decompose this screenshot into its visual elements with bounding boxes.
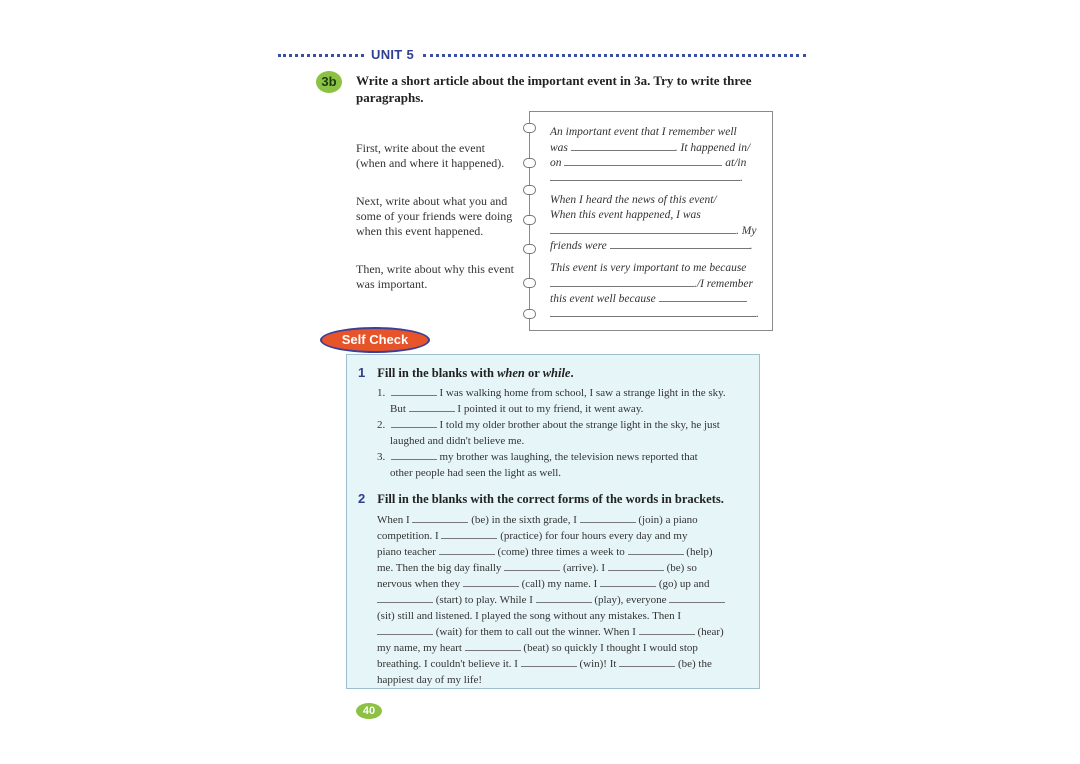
blank-field[interactable] bbox=[409, 401, 455, 412]
blank-field[interactable] bbox=[619, 656, 675, 667]
notebook-ring-icon bbox=[523, 123, 536, 133]
exercise-2-line: happiest day of my life! bbox=[377, 674, 483, 686]
dotted-rule-left bbox=[278, 46, 364, 57]
blank-field[interactable] bbox=[571, 140, 675, 151]
notebook-line: was . It happened in/ bbox=[550, 142, 751, 154]
notebook-line: . bbox=[550, 170, 764, 186]
guide-note-1: First, write about the event (when and where it happened). bbox=[356, 141, 505, 170]
exercise-1-item-2: 2. I told my older brother about the strange light in the sky, he just bbox=[377, 419, 720, 431]
notebook-line: friends were . bbox=[550, 240, 753, 252]
exercise-2-line: nervous when they (call) my name. I (go) up and bbox=[377, 578, 710, 590]
notebook-ring-icon bbox=[523, 185, 536, 195]
blank-field[interactable] bbox=[639, 624, 695, 635]
self-check-panel bbox=[346, 354, 760, 689]
blank-field[interactable] bbox=[441, 528, 497, 539]
blank-field[interactable] bbox=[377, 624, 433, 635]
blank-field[interactable] bbox=[377, 592, 433, 603]
notebook-ring-icon bbox=[523, 215, 536, 225]
blank-field[interactable] bbox=[463, 576, 519, 587]
blank-field[interactable] bbox=[439, 544, 495, 555]
blank-field[interactable] bbox=[600, 576, 656, 587]
exercise-1-item-1-cont: But I pointed it out to my friend, it went away. bbox=[390, 403, 644, 415]
blank-field[interactable] bbox=[610, 238, 750, 249]
exercise-1-item-1: 1. I was walking home from school, I saw a strange light in the sky. bbox=[377, 387, 726, 399]
notebook-line: When I heard the news of this event/ bbox=[550, 194, 717, 206]
exercise-1-heading: 1 Fill in the blanks with when or while. bbox=[358, 365, 574, 380]
exercise-1-item-2-cont: laughed and didn't believe me. bbox=[390, 435, 525, 447]
unit-header bbox=[278, 46, 806, 64]
blank-field[interactable] bbox=[608, 560, 664, 571]
page-number: 40 bbox=[356, 703, 382, 719]
exercise-2-heading: 2 Fill in the blanks with the correct forms of the words in brackets. bbox=[358, 491, 724, 506]
exercise-2-line: (sit) still and listened. I played the song without any mistakes. Then I bbox=[377, 610, 682, 622]
exercise-2-line: competition. I (practice) for four hours every day and my bbox=[377, 530, 688, 542]
task-title: Write a short article about the important event in 3a. Try to write three paragraphs. bbox=[356, 73, 752, 105]
unit-title: UNIT 5 bbox=[371, 47, 414, 62]
notebook-line: An important event that I remember well bbox=[550, 126, 737, 138]
notebook-ring-icon bbox=[523, 278, 536, 288]
blank-field[interactable] bbox=[659, 291, 747, 302]
exercise-2-line: (wait) for them to call out the winner. When I (hear) bbox=[377, 624, 724, 640]
blank-field[interactable] bbox=[536, 592, 592, 603]
notebook-line: This event is very important to me because bbox=[550, 262, 747, 274]
exercise-2-line: breathing. I couldn't believe it. I (win)! It (be) the bbox=[377, 658, 712, 670]
blank-field[interactable] bbox=[465, 640, 521, 651]
notebook-line: on at/in bbox=[550, 157, 747, 169]
blank-field[interactable] bbox=[564, 155, 722, 166]
guide-note-2: Next, write about what you and some of your friends were doing when this event happened. bbox=[356, 194, 513, 238]
exercise-2-line: (start) to play. While I (play), everyone bbox=[377, 592, 725, 608]
exercise-1-item-3: 3. my brother was laughing, the television news reported that bbox=[377, 451, 698, 463]
notebook-ring-icon bbox=[523, 309, 536, 319]
blank-field[interactable] bbox=[550, 306, 756, 317]
blank-field[interactable] bbox=[391, 385, 437, 396]
exercise-2-line: piano teacher (come) three times a week to (help) bbox=[377, 546, 713, 558]
exercise-1-item-3-cont: other people had seen the light as well. bbox=[390, 467, 562, 479]
blank-field[interactable] bbox=[521, 656, 577, 667]
blank-field[interactable] bbox=[412, 512, 468, 523]
notebook-line: this event well because bbox=[550, 291, 764, 307]
exercise-2-line: me. Then the big day finally (arrive). I (be) so bbox=[377, 562, 697, 574]
notebook-line: ./I remember bbox=[550, 276, 764, 292]
notebook-ring-icon bbox=[523, 244, 536, 254]
notebook-line: . bbox=[550, 306, 764, 322]
guide-note-3: Then, write about why this event was important. bbox=[356, 262, 514, 291]
blank-field[interactable] bbox=[391, 417, 437, 428]
blank-field[interactable] bbox=[669, 592, 725, 603]
blank-field[interactable] bbox=[391, 449, 437, 460]
exercise-2-line: my name, my heart (beat) so quickly I thought I would stop bbox=[377, 642, 698, 654]
exercise-2-line: When I (be) in the sixth grade, I (join) a piano bbox=[377, 514, 698, 526]
notebook-template bbox=[529, 111, 773, 331]
blank-field[interactable] bbox=[550, 223, 736, 234]
notebook-line: When this event happened, I was bbox=[550, 209, 701, 221]
dotted-rule-right bbox=[423, 46, 806, 57]
notebook-line: . My bbox=[550, 223, 764, 239]
task-badge: 3b bbox=[316, 71, 342, 93]
blank-field[interactable] bbox=[580, 512, 636, 523]
notebook-ring-icon bbox=[523, 158, 536, 168]
self-check-badge: Self Check bbox=[320, 327, 430, 353]
blank-field[interactable] bbox=[550, 276, 694, 287]
blank-field[interactable] bbox=[550, 170, 740, 181]
blank-field[interactable] bbox=[628, 544, 684, 555]
blank-field[interactable] bbox=[504, 560, 560, 571]
